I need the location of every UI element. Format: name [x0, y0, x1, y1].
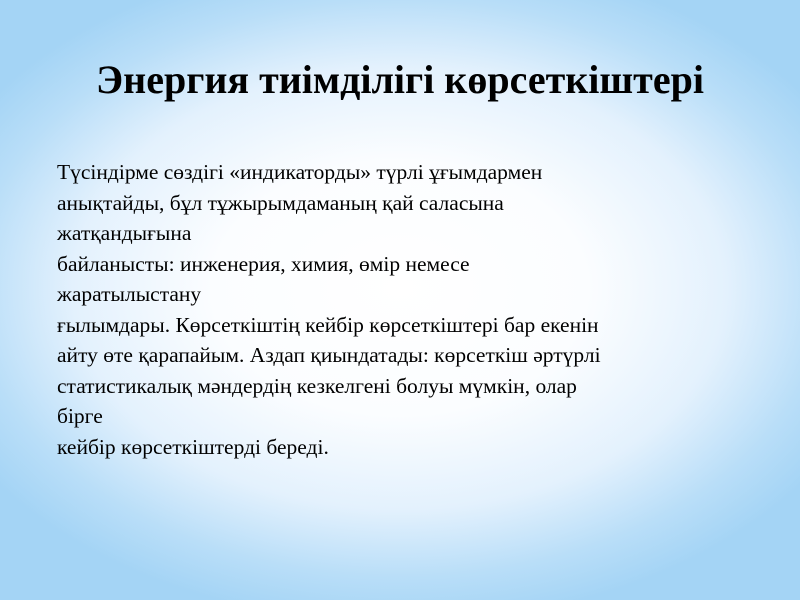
body-line: кейбір көрсеткіштерді береді.: [57, 434, 329, 459]
body-line: айту өте қарапайым. Аздап қиындатады: көрсеткіш әртүрлі: [57, 343, 601, 367]
body-line: Түсіндірме сөздігі «индикаторды» түрлі ұғымдармен: [57, 160, 543, 184]
body-line: анықтайды, бұл тұжырымдаманың қай саласына: [57, 190, 504, 215]
body-line: ғылымдары. Көрсеткіштің кейбір көрсеткіштері бар екенін: [57, 312, 599, 337]
slide-body-text: [57, 157, 757, 462]
body-line: байланысты: инженерия, химия, өмір немесе: [57, 251, 470, 276]
body-line: жатқандығына: [57, 221, 192, 245]
body-line: жаратылыстану: [57, 282, 202, 306]
slide-title: Энергия тиімділігі көрсеткіштері: [96, 57, 704, 102]
body-line: статистикалық мәндердің кезкелгені болуы мүмкін, олар: [57, 373, 577, 398]
body-line: бірге: [57, 404, 103, 428]
